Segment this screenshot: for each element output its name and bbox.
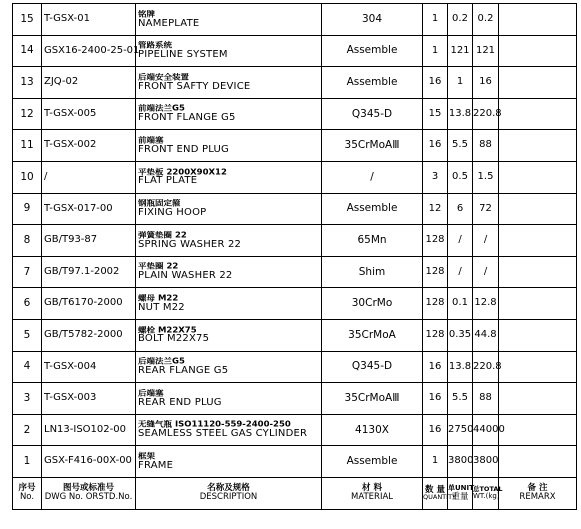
remark-cell (499, 319, 577, 351)
item-number-cell: 10 (13, 161, 42, 193)
header-material: 材 料 MATERIAL (322, 477, 423, 509)
item-number-cell: 1 (13, 446, 42, 478)
remark-cell (499, 4, 577, 36)
description-en: REAR END PLUG (138, 396, 222, 408)
total-weight-cell: 121 (473, 35, 499, 67)
material-cell: 4130X (322, 414, 423, 446)
unit-weight-cell: 5.5 (448, 383, 473, 415)
header-total-weight: 总TOTAL WT.(kg) (473, 477, 499, 509)
quantity-cell: 128 (423, 319, 448, 351)
description-en: SEAMLESS STEEL GAS CYLINDER (138, 428, 308, 440)
quantity-cell: 128 (423, 256, 448, 288)
header-no: 序号 No. (13, 477, 42, 509)
drawing-code-cell: T-GSX-003 (42, 383, 136, 415)
table-row (13, 130, 577, 162)
description-en: FLAT PLATE (138, 175, 198, 187)
description-cn: 前端塞 (138, 135, 164, 145)
description-en: PLAIN WASHER 22 (138, 270, 233, 282)
material-cell: Assemble (322, 67, 423, 99)
description-en: BOLT M22X75 (138, 333, 210, 345)
total-weight-cell: / (473, 256, 499, 288)
remark-cell (499, 35, 577, 67)
description-cn: 前端法兰G5 (138, 104, 185, 114)
quantity-cell: 15 (423, 98, 448, 130)
total-weight-cell: 16 (473, 67, 499, 99)
material-cell: 65Mn (322, 225, 423, 257)
table-row (13, 193, 577, 225)
item-number-cell: 2 (13, 414, 42, 446)
description-cn: 铭牌 (138, 9, 156, 19)
table-row (13, 446, 577, 478)
item-number-cell: 3 (13, 383, 42, 415)
item-number-cell: 11 (13, 130, 42, 162)
table-row (13, 67, 577, 99)
remark-cell (499, 67, 577, 99)
unit-weight-cell: 6 (448, 193, 473, 225)
total-weight-cell: 3800 (473, 446, 499, 478)
remark-cell (499, 414, 577, 446)
remark-cell (499, 288, 577, 320)
table-row (13, 319, 577, 351)
item-number-cell: 14 (13, 35, 42, 67)
material-cell: Q345-D (322, 98, 423, 130)
table-row (13, 225, 577, 257)
material-cell: 35CrMoAⅢ (322, 383, 423, 415)
description-cn: 螺栓 M22X75 (138, 325, 197, 335)
material-cell: Shim (322, 256, 423, 288)
item-number-cell: 7 (13, 256, 42, 288)
material-cell: 35CrMoA (322, 319, 423, 351)
table-row (13, 161, 577, 193)
header-code: 图号或标准号 DWG No. ORSTD.No. (42, 477, 136, 509)
total-weight-cell: 220.8 (473, 98, 499, 130)
total-weight-cell: 12.8 (473, 288, 499, 320)
drawing-code-cell: GB/T6170-2000 (42, 288, 136, 320)
table-row (13, 256, 577, 288)
description-en: FRONT FLANGE G5 (138, 112, 236, 124)
drawing-code-cell: ZJQ-02 (42, 67, 136, 99)
description-en: FRONT SAFTY DEVICE (138, 80, 251, 92)
description-en: NAMEPLATE (138, 17, 200, 29)
description-cell (136, 256, 322, 288)
description-cell (136, 383, 322, 415)
total-weight-cell: 72 (473, 193, 499, 225)
description-cn: 管路系统 (138, 41, 173, 51)
quantity-cell: 16 (423, 130, 448, 162)
table-row (13, 288, 577, 320)
description-en: FIXING HOOP (138, 207, 207, 219)
drawing-code-cell: GSX-F416-00X-00 (42, 446, 136, 478)
unit-weight-cell: 2750 (448, 414, 473, 446)
remark-cell (499, 161, 577, 193)
drawing-code-cell: LN13-ISO102-00 (42, 414, 136, 446)
total-weight-cell: 88 (473, 383, 499, 415)
quantity-cell: 1 (423, 4, 448, 36)
remark-cell (499, 383, 577, 415)
remark-cell (499, 98, 577, 130)
material-cell: 304 (322, 4, 423, 36)
item-number-cell: 6 (13, 288, 42, 320)
description-en: FRONT END PLUG (138, 143, 229, 155)
drawing-code-cell: GB/T93-87 (42, 225, 136, 257)
bill-of-materials-table (12, 3, 577, 510)
material-cell: 30CrMo (322, 288, 423, 320)
total-weight-cell: 88 (473, 130, 499, 162)
quantity-cell: 3 (423, 161, 448, 193)
quantity-cell: 16 (423, 67, 448, 99)
table-row (13, 98, 577, 130)
material-cell: Assemble (322, 193, 423, 225)
quantity-cell: 16 (423, 414, 448, 446)
table-row (13, 351, 577, 383)
unit-weight-cell: / (448, 225, 473, 257)
quantity-cell: 16 (423, 351, 448, 383)
description-cell (136, 288, 322, 320)
description-cell (136, 225, 322, 257)
description-en: PIPELINE SYSTEM (138, 49, 228, 61)
item-number-cell: 13 (13, 67, 42, 99)
header-description: 名称及规格 DESCRIPTION (136, 477, 322, 509)
drawing-code-cell: GB/T5782-2000 (42, 319, 136, 351)
remark-cell (499, 193, 577, 225)
total-weight-cell: 44.8 (473, 319, 499, 351)
drawing-code-cell: T-GSX-002 (42, 130, 136, 162)
description-cell (136, 161, 322, 193)
unit-weight-cell: 0.2 (448, 4, 473, 36)
drawing-code-cell: T-GSX-004 (42, 351, 136, 383)
quantity-cell: 128 (423, 288, 448, 320)
description-cn: 弹簧垫圈 22 (138, 230, 187, 240)
item-number-cell: 4 (13, 351, 42, 383)
unit-weight-cell: 0.35 (448, 319, 473, 351)
description-cell (136, 193, 322, 225)
material-cell: Assemble (322, 446, 423, 478)
table-row (13, 414, 577, 446)
description-cn: 螺母 M22 (138, 293, 179, 303)
remark-cell (499, 446, 577, 478)
description-cn: 后端塞 (138, 388, 164, 398)
description-en: FRAME (138, 459, 174, 471)
remark-cell (499, 225, 577, 257)
description-cn: 框架 (138, 451, 156, 461)
drawing-code-cell: GB/T97.1-2002 (42, 256, 136, 288)
header-row (13, 477, 577, 509)
table-row (13, 35, 577, 67)
remark-cell (499, 256, 577, 288)
table-body (13, 4, 577, 478)
unit-weight-cell: 1 (448, 67, 473, 99)
header-quantity: 数 量 QUANTITY (423, 477, 448, 509)
table-row (13, 4, 577, 36)
unit-weight-cell: 121 (448, 35, 473, 67)
item-number-cell: 15 (13, 4, 42, 36)
description-en: SPRING WASHER 22 (138, 238, 242, 250)
quantity-cell: 128 (423, 225, 448, 257)
unit-weight-cell: 0.5 (448, 161, 473, 193)
description-cn: 无缝气瓶 ISO11120-559-2400-250 (138, 420, 291, 430)
drawing-code-cell: T-GSX-017-00 (42, 193, 136, 225)
description-cell (136, 98, 322, 130)
total-weight-cell: / (473, 225, 499, 257)
description-cell (136, 446, 322, 478)
description-cell (136, 130, 322, 162)
unit-weight-cell: / (448, 256, 473, 288)
drawing-code-cell: GSX16-2400-25-01 (42, 35, 136, 67)
description-cn: 钢瓶固定箍 (138, 199, 181, 209)
unit-weight-cell: 3800 (448, 446, 473, 478)
drawing-code-cell: T-GSX-01 (42, 4, 136, 36)
unit-weight-cell: 13.8 (448, 98, 473, 130)
quantity-cell: 12 (423, 193, 448, 225)
drawing-code-cell: / (42, 161, 136, 193)
item-number-cell: 5 (13, 319, 42, 351)
description-en: NUT M22 (138, 301, 185, 313)
total-weight-cell: 0.2 (473, 4, 499, 36)
remark-cell (499, 130, 577, 162)
total-weight-cell: 44000 (473, 414, 499, 446)
description-cell (136, 319, 322, 351)
description-cn: 平垫板 2200X90X12 (138, 167, 227, 177)
description-en: REAR FLANGE G5 (138, 365, 229, 377)
remark-cell (499, 351, 577, 383)
description-cn: 后端法兰G5 (138, 357, 185, 367)
header-unit-weight: 单UNIT 重量 (448, 477, 473, 509)
table-row (13, 383, 577, 415)
item-number-cell: 9 (13, 193, 42, 225)
material-cell: Assemble (322, 35, 423, 67)
drawing-code-cell: T-GSX-005 (42, 98, 136, 130)
item-number-cell: 12 (13, 98, 42, 130)
description-cell (136, 351, 322, 383)
description-cell (136, 414, 322, 446)
quantity-cell: 1 (423, 446, 448, 478)
unit-weight-cell: 0.1 (448, 288, 473, 320)
total-weight-cell: 1.5 (473, 161, 499, 193)
total-weight-cell: 220.8 (473, 351, 499, 383)
item-number-cell: 8 (13, 225, 42, 257)
description-cell (136, 67, 322, 99)
description-cell (136, 4, 322, 36)
description-cn: 后端安全装置 (138, 72, 190, 82)
unit-weight-cell: 5.5 (448, 130, 473, 162)
material-cell: Q345-D (322, 351, 423, 383)
description-cell (136, 35, 322, 67)
quantity-cell: 1 (423, 35, 448, 67)
unit-weight-cell: 13.8 (448, 351, 473, 383)
header-remark: 备 注 REMARX (499, 477, 577, 509)
description-cn: 平垫圈 22 (138, 262, 179, 272)
material-cell: 35CrMoAⅢ (322, 130, 423, 162)
quantity-cell: 16 (423, 383, 448, 415)
material-cell: / (322, 161, 423, 193)
